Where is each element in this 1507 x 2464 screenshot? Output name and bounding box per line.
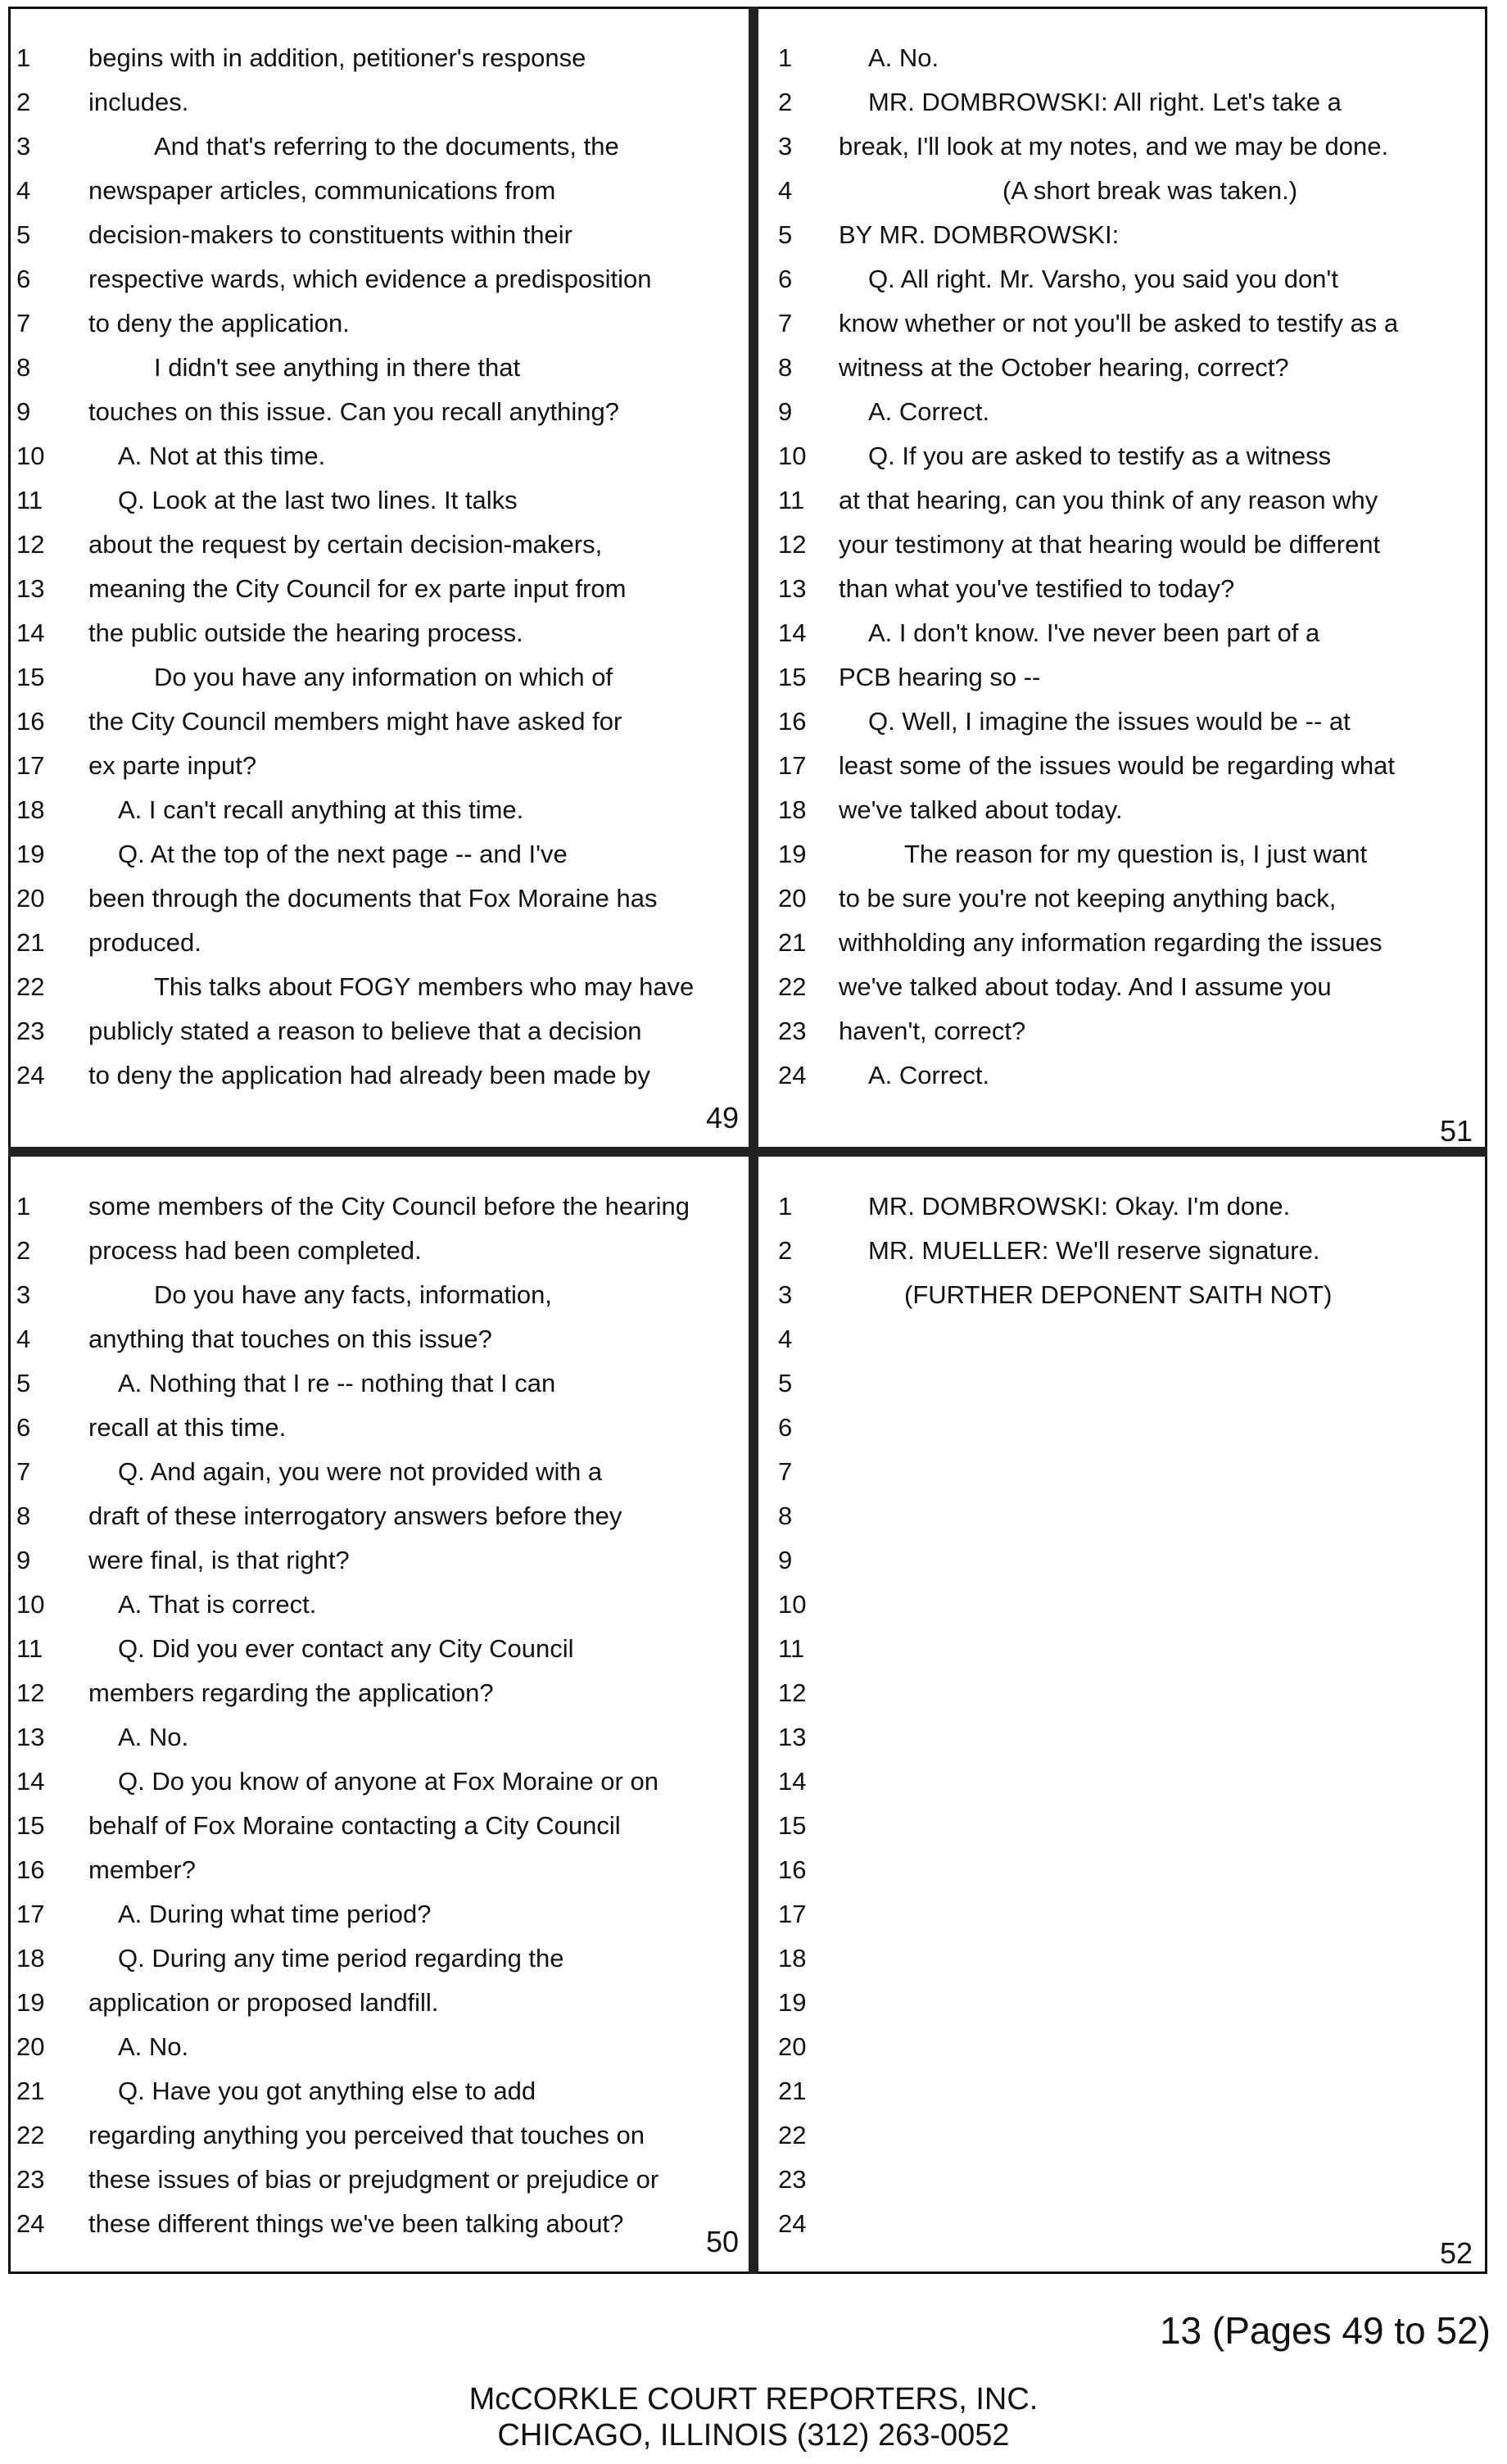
transcript-line bbox=[762, 1627, 1482, 1671]
line-text: regarding anything you perceived that touches on bbox=[88, 2121, 645, 2149]
transcript-line bbox=[11, 1009, 745, 1053]
line-text: A. That is correct. bbox=[118, 1590, 317, 1619]
line-text: A. No. bbox=[868, 43, 939, 72]
transcript-line bbox=[11, 1273, 745, 1317]
line-text: your testimony at that hearing would be different bbox=[839, 530, 1381, 559]
line-text: been through the documents that Fox Moraine has bbox=[88, 884, 658, 913]
transcript-line bbox=[11, 788, 745, 832]
line-number: 9 bbox=[16, 397, 31, 426]
line-number: 21 bbox=[778, 2077, 807, 2105]
line-number: 8 bbox=[16, 353, 31, 382]
transcript-line bbox=[762, 301, 1482, 346]
transcript-line bbox=[762, 390, 1482, 434]
transcript-line bbox=[11, 1361, 745, 1406]
line-number: 12 bbox=[778, 1678, 807, 1707]
line-text: A. Correct. bbox=[868, 1061, 990, 1089]
line-text: A. During what time period? bbox=[118, 1900, 432, 1928]
line-text: were final, is that right? bbox=[88, 1546, 350, 1574]
line-text: MR. DOMBROWSKI: Okay. I'm done. bbox=[868, 1192, 1291, 1221]
transcript-line bbox=[762, 1317, 1482, 1361]
transcript-line bbox=[762, 1538, 1482, 1583]
line-number: 18 bbox=[16, 795, 45, 824]
transcript-line bbox=[11, 1406, 745, 1450]
line-text: the public outside the hearing process. bbox=[88, 618, 523, 647]
transcript-line bbox=[11, 1450, 745, 1494]
transcript-line bbox=[11, 301, 745, 346]
line-number: 21 bbox=[16, 2077, 45, 2105]
line-number: 6 bbox=[16, 265, 31, 293]
line-number: 16 bbox=[778, 707, 807, 736]
line-number: 14 bbox=[16, 1767, 45, 1796]
transcript-line bbox=[762, 213, 1482, 257]
transcript-line bbox=[11, 655, 745, 700]
transcript-line bbox=[11, 1981, 745, 2025]
line-number: 21 bbox=[16, 928, 45, 957]
line-text: newspaper articles, communications from bbox=[88, 176, 556, 205]
transcript-page-52 bbox=[762, 1184, 1482, 2271]
transcript-line bbox=[11, 213, 745, 257]
transcript-line bbox=[762, 611, 1482, 655]
transcript-line bbox=[762, 1936, 1482, 1981]
line-number: 20 bbox=[16, 2032, 45, 2061]
transcript-line bbox=[11, 2158, 745, 2202]
line-number: 5 bbox=[778, 1369, 793, 1397]
line-number: 18 bbox=[778, 1944, 807, 1973]
line-text: Do you have any facts, information, bbox=[154, 1280, 552, 1309]
transcript-line bbox=[11, 921, 745, 965]
transcript-line bbox=[762, 1981, 1482, 2025]
transcript-line bbox=[762, 1804, 1482, 1848]
transcript-line bbox=[762, 876, 1482, 921]
line-text: than what you've testified to today? bbox=[839, 574, 1235, 603]
transcript-line bbox=[11, 1184, 745, 1229]
line-number: 13 bbox=[16, 574, 45, 603]
line-number: 6 bbox=[778, 1413, 793, 1442]
line-number: 8 bbox=[16, 1502, 31, 1530]
transcript-line bbox=[762, 965, 1482, 1009]
line-number: 2 bbox=[778, 88, 793, 116]
line-text: I didn't see anything in there that bbox=[154, 353, 521, 382]
line-text: Q. Well, I imagine the issues would be -- at bbox=[868, 707, 1351, 736]
line-number: 4 bbox=[16, 176, 31, 205]
line-text: A. I can't recall anything at this time. bbox=[118, 795, 524, 824]
line-text: BY MR. DOMBROWSKI: bbox=[839, 220, 1120, 249]
line-number: 20 bbox=[778, 884, 807, 913]
transcript-line bbox=[11, 36, 745, 80]
transcript-line bbox=[11, 478, 745, 523]
line-text: Q. All right. Mr. Varsho, you said you don't bbox=[868, 265, 1338, 293]
line-number: 11 bbox=[16, 486, 43, 514]
transcript-line bbox=[11, 1229, 745, 1273]
line-number: 2 bbox=[16, 1236, 31, 1265]
line-number: 1 bbox=[16, 43, 31, 72]
transcript-line bbox=[762, 1760, 1482, 1804]
line-number: 11 bbox=[16, 1634, 43, 1663]
line-text: A. No. bbox=[118, 2032, 189, 2061]
transcript-line bbox=[762, 36, 1482, 80]
line-text: MR. MUELLER: We'll reserve signature. bbox=[868, 1236, 1320, 1265]
line-number: 13 bbox=[778, 574, 807, 603]
transcript-line bbox=[762, 169, 1482, 213]
line-number: 3 bbox=[16, 132, 31, 161]
line-number: 10 bbox=[778, 1590, 807, 1619]
line-number: 11 bbox=[778, 1634, 805, 1663]
line-text: decision-makers to constituents within their bbox=[88, 220, 572, 249]
line-number: 7 bbox=[778, 1457, 793, 1486]
transcript-line bbox=[11, 1804, 745, 1848]
line-number: 14 bbox=[778, 1767, 807, 1796]
line-text: recall at this time. bbox=[88, 1413, 287, 1442]
transcript-line bbox=[11, 1627, 745, 1671]
transcript-line bbox=[11, 965, 745, 1009]
line-number: 3 bbox=[778, 1280, 793, 1309]
transcript-line bbox=[762, 1494, 1482, 1538]
transcript-line bbox=[11, 1715, 745, 1760]
horizontal-divider bbox=[8, 1147, 1487, 1157]
line-text: draft of these interrogatory answers before they bbox=[88, 1502, 622, 1530]
line-number: 3 bbox=[16, 1280, 31, 1309]
line-number: 19 bbox=[16, 1988, 45, 2017]
line-text: Q. Look at the last two lines. It talks bbox=[118, 486, 518, 514]
line-number: 15 bbox=[778, 1811, 807, 1840]
page-number: 51 bbox=[1439, 1114, 1473, 1148]
line-text: withholding any information regarding the issues bbox=[839, 928, 1383, 957]
line-number: 4 bbox=[778, 1325, 793, 1353]
line-number: 23 bbox=[778, 1017, 807, 1045]
line-number: 8 bbox=[778, 1502, 793, 1530]
transcript-line bbox=[11, 390, 745, 434]
transcript-line bbox=[11, 1494, 745, 1538]
transcript-line bbox=[762, 832, 1482, 876]
line-number: 20 bbox=[778, 2032, 807, 2061]
line-number: 22 bbox=[16, 972, 45, 1001]
line-text: Q. At the top of the next page -- and I've bbox=[118, 840, 568, 868]
line-text: Q. If you are asked to testify as a witness bbox=[868, 442, 1332, 470]
line-number: 13 bbox=[778, 1723, 807, 1751]
line-text: ex parte input? bbox=[88, 751, 257, 780]
line-number: 24 bbox=[778, 2209, 807, 2238]
line-number: 1 bbox=[778, 1192, 793, 1221]
line-text: members regarding the application? bbox=[88, 1678, 494, 1707]
line-text: process had been completed. bbox=[88, 1236, 422, 1265]
line-text: A. Nothing that I re -- nothing that I can bbox=[118, 1369, 556, 1397]
transcript-line bbox=[762, 1450, 1482, 1494]
line-text: know whether or not you'll be asked to testify as a bbox=[839, 309, 1399, 337]
line-text: Q. Do you know of anyone at Fox Moraine or on bbox=[118, 1767, 658, 1796]
line-number: 7 bbox=[778, 309, 793, 337]
transcript-line bbox=[11, 80, 745, 125]
line-number: 18 bbox=[16, 1944, 45, 1973]
transcript-line bbox=[762, 125, 1482, 169]
line-text: meaning the City Council for ex parte input from bbox=[88, 574, 627, 603]
transcript-line bbox=[11, 2069, 745, 2113]
line-text: (A short break was taken.) bbox=[1002, 176, 1298, 205]
transcript-line bbox=[762, 744, 1482, 788]
line-text: Q. And again, you were not provided with a bbox=[118, 1457, 603, 1486]
line-text: Do you have any information on which of bbox=[154, 663, 613, 691]
line-number: 9 bbox=[16, 1546, 31, 1574]
transcript-line bbox=[11, 434, 745, 478]
page-range-label: 13 (Pages 49 to 52) bbox=[1159, 2309, 1491, 2352]
line-number: 1 bbox=[16, 1192, 31, 1221]
transcript-page-51 bbox=[762, 36, 1482, 1148]
transcript-line bbox=[762, 1361, 1482, 1406]
line-text: these different things we've been talking about? bbox=[88, 2209, 624, 2238]
line-number: 7 bbox=[16, 1457, 31, 1486]
line-number: 22 bbox=[778, 2121, 807, 2149]
transcript-line bbox=[762, 1184, 1482, 1229]
transcript-line bbox=[11, 2025, 745, 2069]
line-text: least some of the issues would be regarding what bbox=[839, 751, 1395, 780]
transcript-line bbox=[762, 523, 1482, 567]
line-text: haven't, correct? bbox=[839, 1017, 1026, 1045]
transcript-line bbox=[11, 346, 745, 390]
line-text: A. No. bbox=[118, 1723, 189, 1751]
transcript-line bbox=[762, 1671, 1482, 1715]
transcript-line bbox=[762, 2069, 1482, 2113]
transcript-line bbox=[762, 1406, 1482, 1450]
line-number: 14 bbox=[16, 618, 45, 647]
line-number: 12 bbox=[16, 1678, 45, 1707]
footer-company: McCORKLE COURT REPORTERS, INC. bbox=[468, 2382, 1039, 2416]
line-text: PCB hearing so -- bbox=[839, 663, 1041, 691]
line-number: 4 bbox=[778, 176, 793, 205]
line-text: anything that touches on this issue? bbox=[88, 1325, 492, 1353]
transcript-line bbox=[11, 832, 745, 876]
transcript-line bbox=[762, 1273, 1482, 1317]
line-text: Q. Have you got anything else to add bbox=[118, 2077, 536, 2105]
transcript-line bbox=[762, 80, 1482, 125]
line-text: member? bbox=[88, 1855, 196, 1884]
transcript-line bbox=[762, 1009, 1482, 1053]
line-number: 7 bbox=[16, 309, 31, 337]
line-text: begins with in addition, petitioner's response bbox=[88, 43, 586, 72]
line-text: publicly stated a reason to believe that a decision bbox=[88, 1017, 642, 1045]
line-text: to deny the application. bbox=[88, 309, 350, 337]
line-text: includes. bbox=[88, 88, 189, 116]
transcript-line bbox=[11, 1848, 745, 1892]
line-number: 10 bbox=[16, 442, 45, 470]
transcript-page-49 bbox=[11, 36, 745, 1142]
line-number: 24 bbox=[778, 1061, 807, 1089]
line-text: to be sure you're not keeping anything back, bbox=[839, 884, 1337, 913]
transcript-line bbox=[11, 125, 745, 169]
line-number: 6 bbox=[778, 265, 793, 293]
line-text: respective wards, which evidence a predisposition bbox=[88, 265, 652, 293]
line-text: touches on this issue. Can you recall anything? bbox=[88, 397, 619, 426]
line-number: 10 bbox=[778, 442, 807, 470]
line-number: 19 bbox=[778, 1988, 807, 2017]
transcript-line bbox=[11, 1760, 745, 1804]
line-text: these issues of bias or prejudgment or prejudice or bbox=[88, 2165, 659, 2194]
line-text: behalf of Fox Moraine contacting a City Council bbox=[88, 1811, 621, 1840]
line-text: to deny the application had already been made by bbox=[88, 1061, 650, 1089]
line-text: Q. Did you ever contact any City Council bbox=[118, 1634, 574, 1663]
transcript-line bbox=[762, 1229, 1482, 1273]
line-number: 15 bbox=[16, 663, 45, 691]
line-number: 16 bbox=[16, 707, 45, 736]
line-number: 16 bbox=[16, 1855, 45, 1884]
line-number: 23 bbox=[16, 1017, 45, 1045]
line-text: The reason for my question is, I just want bbox=[904, 840, 1368, 868]
transcript-line bbox=[11, 2202, 745, 2246]
page-number: 49 bbox=[705, 1101, 739, 1135]
transcript-line bbox=[11, 2113, 745, 2158]
line-number: 14 bbox=[778, 618, 807, 647]
transcript-line bbox=[11, 700, 745, 744]
line-text: MR. DOMBROWSKI: All right. Let's take a bbox=[868, 88, 1342, 116]
transcript-line bbox=[762, 655, 1482, 700]
line-number: 23 bbox=[778, 2165, 807, 2194]
line-text: witness at the October hearing, correct? bbox=[839, 353, 1289, 382]
line-number: 23 bbox=[16, 2165, 45, 2194]
footer-location: CHICAGO, ILLINOIS (312) 263-0052 bbox=[497, 2418, 1010, 2453]
line-number: 2 bbox=[778, 1236, 793, 1265]
line-text: some members of the City Council before the hearing bbox=[88, 1192, 690, 1221]
line-number: 17 bbox=[16, 751, 45, 780]
line-number: 3 bbox=[778, 132, 793, 161]
line-text: Q. During any time period regarding the bbox=[118, 1944, 564, 1973]
line-text: (FURTHER DEPONENT SAITH NOT) bbox=[904, 1280, 1333, 1309]
line-number: 12 bbox=[16, 530, 45, 559]
line-number: 12 bbox=[778, 530, 807, 559]
transcript-line bbox=[11, 1936, 745, 1981]
line-number: 17 bbox=[778, 1900, 807, 1928]
line-number: 20 bbox=[16, 884, 45, 913]
line-text: we've talked about today. And I assume you bbox=[839, 972, 1332, 1001]
transcript-line bbox=[762, 567, 1482, 611]
transcript-line bbox=[11, 1671, 745, 1715]
line-number: 9 bbox=[778, 397, 793, 426]
transcript-line bbox=[762, 478, 1482, 523]
transcript-line bbox=[11, 523, 745, 567]
transcript-line bbox=[762, 921, 1482, 965]
transcript-line bbox=[762, 2202, 1482, 2246]
line-number: 5 bbox=[16, 1369, 31, 1397]
transcript-line bbox=[762, 700, 1482, 744]
line-number: 15 bbox=[16, 1811, 45, 1840]
vertical-divider bbox=[749, 7, 758, 2274]
transcript-line bbox=[762, 434, 1482, 478]
line-number: 9 bbox=[778, 1546, 793, 1574]
line-text: at that hearing, can you think of any reason why bbox=[839, 486, 1378, 514]
line-number: 22 bbox=[778, 972, 807, 1001]
transcript-line bbox=[11, 744, 745, 788]
line-text: A. Correct. bbox=[868, 397, 990, 426]
line-number: 18 bbox=[778, 795, 807, 824]
line-number: 8 bbox=[778, 353, 793, 382]
line-number: 22 bbox=[16, 2121, 45, 2149]
transcript-line bbox=[762, 2113, 1482, 2158]
line-text: A. I don't know. I've never been part of a bbox=[868, 618, 1320, 647]
line-number: 16 bbox=[778, 1855, 807, 1884]
transcript-line bbox=[762, 1892, 1482, 1936]
transcript-line bbox=[762, 788, 1482, 832]
transcript-line bbox=[762, 257, 1482, 301]
transcript-line bbox=[11, 567, 745, 611]
transcript-page-50 bbox=[11, 1184, 745, 2271]
transcript-line bbox=[11, 611, 745, 655]
transcript-line bbox=[762, 1848, 1482, 1892]
line-number: 15 bbox=[778, 663, 807, 691]
page-number: 50 bbox=[705, 2225, 739, 2258]
line-number: 5 bbox=[16, 220, 31, 249]
line-number: 5 bbox=[778, 220, 793, 249]
transcript-line bbox=[11, 1317, 745, 1361]
line-text: the City Council members might have asked for bbox=[88, 707, 622, 736]
page-number: 52 bbox=[1439, 2236, 1473, 2270]
line-text: we've talked about today. bbox=[839, 795, 1123, 824]
transcript-line bbox=[11, 1583, 745, 1627]
line-number: 24 bbox=[16, 1061, 45, 1089]
transcript-line bbox=[762, 1053, 1482, 1098]
transcript-line bbox=[762, 1715, 1482, 1760]
line-text: And that's referring to the documents, the bbox=[154, 132, 619, 161]
line-number: 13 bbox=[16, 1723, 45, 1751]
line-text: A. Not at this time. bbox=[118, 442, 326, 470]
line-number: 6 bbox=[16, 1413, 31, 1442]
line-text: produced. bbox=[88, 928, 201, 957]
line-number: 11 bbox=[778, 486, 805, 514]
line-number: 17 bbox=[16, 1900, 45, 1928]
line-number: 21 bbox=[778, 928, 807, 957]
transcript-line bbox=[762, 2025, 1482, 2069]
line-number: 19 bbox=[778, 840, 807, 868]
line-number: 24 bbox=[16, 2209, 45, 2238]
transcript-line bbox=[11, 1053, 745, 1098]
transcript-line bbox=[11, 169, 745, 213]
transcript-line bbox=[11, 257, 745, 301]
line-number: 17 bbox=[778, 751, 807, 780]
line-number: 4 bbox=[16, 1325, 31, 1353]
line-number: 2 bbox=[16, 88, 31, 116]
transcript-line bbox=[11, 1538, 745, 1583]
transcript-line bbox=[11, 1892, 745, 1936]
line-text: about the request by certain decision-makers, bbox=[88, 530, 603, 559]
transcript-line bbox=[762, 2158, 1482, 2202]
transcript-line bbox=[762, 346, 1482, 390]
line-text: break, I'll look at my notes, and we may be done. bbox=[839, 132, 1389, 161]
line-number: 1 bbox=[778, 43, 793, 72]
line-text: This talks about FOGY members who may have bbox=[154, 972, 695, 1001]
line-number: 19 bbox=[16, 840, 45, 868]
line-text: application or proposed landfill. bbox=[88, 1988, 439, 2017]
transcript-line bbox=[762, 1583, 1482, 1627]
transcript-line bbox=[11, 876, 745, 921]
line-number: 10 bbox=[16, 1590, 45, 1619]
